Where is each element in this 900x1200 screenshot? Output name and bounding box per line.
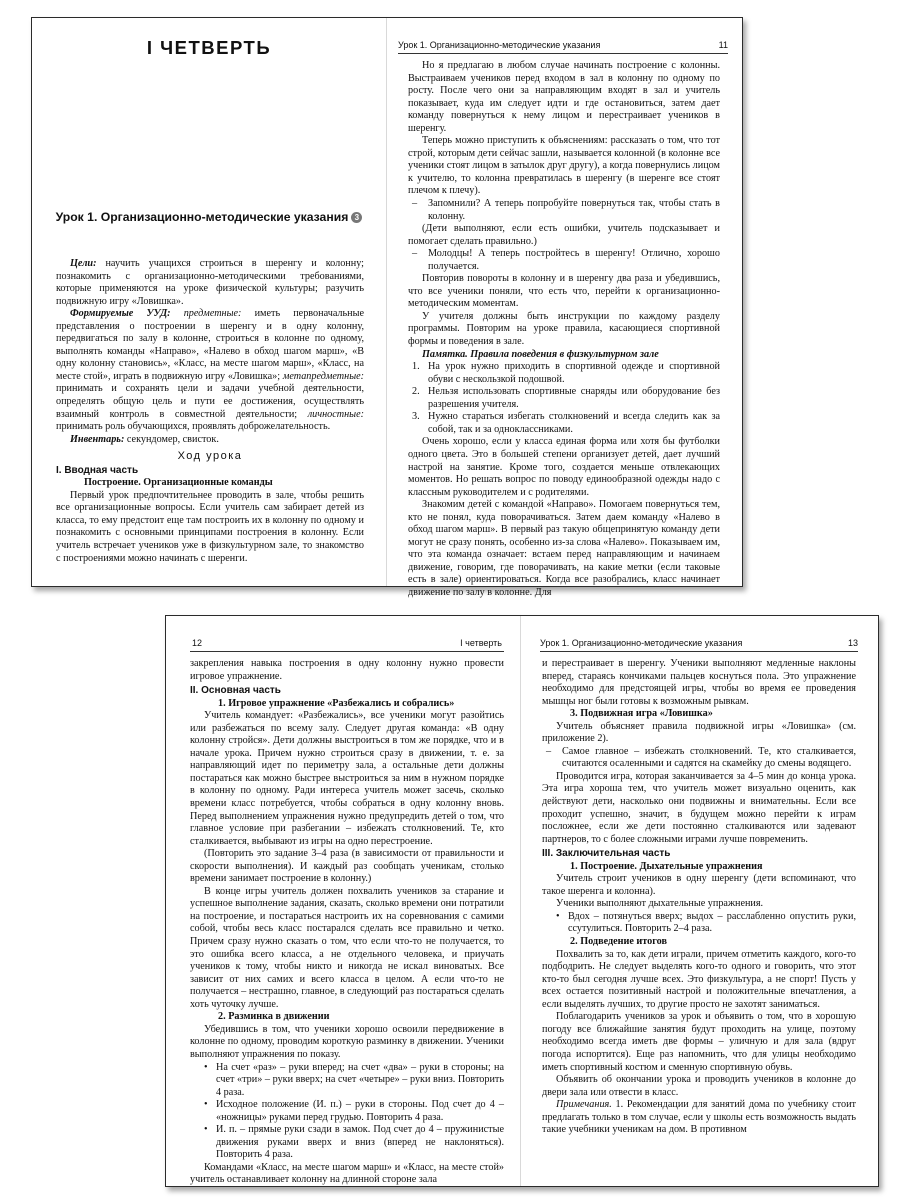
exercise-item: • Исходное положение (И. п.) – руки в стороны. Под счет до 4 – «ножницы» руками перед грудью. Повторить 4 раза. [204, 1099, 504, 1123]
subsection-heading: 1. Игровое упражнение «Разбежались и собрались» [218, 697, 455, 709]
subsection-heading: 3. Подвижная игра «Ловишка» [570, 708, 713, 720]
paragraph: Учитель командует: «Разбежались», все ученики могут разойтись или разбежаться по всему залу. Следует другая команда: «В одну колонну стройся». Дети должны выстроиться в том же порядке, что и в начале урока. Причем нужно строиться сразу в движении, т. е. за направляющий идет по периметру зала, а остальные дети должны постараться как можно быстрее выстроиться за ним в нужном порядке в колонну по одному. Ради интереса учитель может засечь, сколько времени класс потребуется, чтобы собраться в одну колонну вновь. Перед выполнением упражнения нужно предупредить детей о том, что главное условие при разбегании – избежать столкновений. Те, кто сталкивается, выбывают из игры на одно перестроение. [190, 710, 504, 847]
paragraph: (Дети выполняют, если есть ошибки, учитель подсказывает и помогает сделать правильно.) [408, 223, 720, 247]
paragraph: Но я предлагаю в любом случае начинать построение с колонны. Выстраиваем учеников перед входом в зал в колонну по одному по росту. После чего они за направляющим входят в зал и учитель показывает, куда им следует идти и где остановиться, затем дает команду повернуться к нему лицом и перестраивает учеников в шеренгу. [408, 60, 720, 134]
subsection-heading: 2. Разминка в движении [218, 1011, 330, 1023]
paragraph: Знакомим детей с командой «Направо». Помогаем повернуться тем, кто не понял, куда поворачиваться. Затем даем команду «Налево в обход шагом марш». В первый раз такую общепринятую команду дети могут не сразу понять, особенно из-за слова «Налево». Показываем им, что эта команда означает: встаем перед направляющим и начинаем движение, говорим, где поворачивать, на какие метки (если таковые есть в зале) ориентироваться. Когда все разобрались, класс начинает движение по залу в колонне. Для [408, 499, 720, 598]
lesson-intro-text [56, 258, 364, 565]
subsection-heading: 2. Подведение итогов [570, 936, 667, 948]
course-heading: Ход урока [177, 450, 243, 463]
paragraph: и перестраивает в шеренгу. Ученики выполняют медленные наклоны вперед, стараясь кончиками пальцев коснуться пола. Это упражнение необходимо для предстоящей игры, чтобы во время ее проведения мышцы ног были готовы к возможным рывкам. [542, 658, 856, 707]
running-head: Урок 1. Организационно-методические указания [540, 638, 743, 648]
paragraph: Очень хорошо, если у класса единая форма или хотя бы футболки одного цвета. Это в большей степени организует детей, дает лучший настрой на занятие. Кроме того, создается меньше отвлекающих моментов. Но решать вопрос по поводу единообразной одежды надо с классным руководителем и с родителями. [408, 436, 720, 498]
page-13-text [542, 658, 856, 1137]
page-13 [522, 616, 876, 1186]
rule-item: 3. Нужно стараться избегать столкновений и всегда следить как за собой, так и за одноклассниками. [412, 411, 720, 435]
paragraph: Теперь можно приступить к объяснениям: рассказать о том, что тот строй, которым дети сейчас зашли, называется колонной (в колонне все ученики стоят лицом в затылок друг другу), а когда повернулись лицом к учителю, то колонна превратилась в шеренгу (в шеренге все стоят плечом к плечу). [408, 135, 720, 197]
paragraph: Учитель объясняет правила подвижной игры «Ловишка» (см. приложение 2). [542, 720, 856, 745]
running-head: Урок 1. Организационно-методические указания [398, 40, 601, 50]
paragraph: Проводится игра, которая заканчивается за 4–5 мин до конца урока. Эта игра хороша тем, что учитель может визуально оценить, как действуют дети, насколько они подвижны и внимательны. Если все проходит успешно, значит, в будущем можно перейти к играм посложнее, если же дети постоянно сталкиваются или задевают партнеров, то с более сложными играми лучше повременить. [542, 770, 856, 845]
dialogue-line: – Запомнили? А теперь попробуйте повернуться так, чтобы стать в колонну. [412, 198, 720, 222]
book-spread-top [31, 17, 743, 598]
spread-fold [520, 616, 521, 1186]
inventory-paragraph: Инвентарь: секундомер, свисток. [70, 433, 219, 445]
paragraph: В конце игры учитель должен похвалить учеников за старание и успешное выполнение задания, сказать, сколько времени они потратили на построение, и постараться настроить их на соревнования с самими собой, чтобы весь класс постарался сделать все правильно и четко. Причем сразу нужно сказать о том, что если что-то не получается, то это ошибка всего класса, а не отдельного человека, и приучать учеников к тому, чтобы никто и никогда не искал виноватых. Все зависит от них самих и всего класса в целом. А если что-то не получается – нестрашно, главное, в следующий раз постараться сделать хоть чуточку лучше. [190, 885, 504, 1010]
paragraph: Учитель строит учеников в одну шеренгу (дети вспоминают, что такое шеренга и колонна). [542, 873, 856, 897]
page-12 [166, 616, 520, 1186]
book-spread-bottom [165, 615, 879, 1187]
notes-paragraph: Примечания. 1. Рекомендации для занятий дома по учебнику стоит предлагать только в том случае, если у школы есть возможность выдать такие учебники ученикам на дом. В противном [542, 1099, 856, 1136]
header-rule [190, 651, 504, 652]
exercise-item: • И. п. – прямые руки сзади в замок. Под счет до 4 – пружинистые движения руками вверх и вниз (вперед не наклоняться). Повторить 4 раза. [204, 1124, 504, 1161]
paragraph: Убедившись в том, что ученики хорошо освоили передвижение в колонне по одному, проводим короткую разминку в движении. Ученики выполняют упражнения по показу. [190, 1023, 504, 1060]
subsection-heading: Построение. Организационные команды [84, 477, 273, 489]
subsection-heading: 1. Построение. Дыхательные упражнения [570, 860, 763, 872]
paragraph: Поблагодарить учеников за урок и объявить о том, что в хорошую погоду все ближайшие занятия будут проходить на улице, поэтому необходимо всегда иметь две формы – уличную и для зала (вдруг погода испортится). Еще раз напомнить, что для улицы необходимо иметь спортивный костюм и сменную спортивную обувь. [542, 1011, 856, 1073]
lesson-title-text: Урок 1. Организационно-методические указания [55, 210, 349, 224]
exercise-item: • На счет «раз» – руки вперед; на счет «два» – руки в стороны; на счет «три» – руки вверх; на счет «четыре» – руки вниз. Повторить 4 раза. [204, 1061, 504, 1098]
memo-heading: Памятка. Правила поведения в физкультурном зале [422, 348, 659, 360]
page-12-text [190, 658, 504, 1187]
page-11 [388, 18, 742, 598]
page-11-text [408, 60, 720, 600]
page-10 [32, 18, 386, 586]
paragraph: У учителя должны быть инструкции по каждому разделу программы. Повторим на уроке правила, касающиеся спортивной формы и поведения в зале. [408, 310, 720, 348]
rule-item: 1. На урок нужно приходить в спортивной одежде и спортивной обуви с нескользкой подошвой. [412, 361, 720, 385]
header-rule [540, 651, 858, 652]
paragraph: закрепления навыка построения в одну колонну нужно провести игровое упражнение. [190, 658, 504, 682]
spread-fold [386, 18, 387, 586]
section-heading-intro: I. Вводная часть [56, 464, 139, 476]
body-paragraph: Первый урок предпочтительнее проводить в зале, чтобы решить все организационные вопросы. Если учитель сам забирает детей из класса, то ему предстоит еще там построить их в колонну по одному и познакомить с основными принципами построения в колонну. Если учитель встречает учеников уже в физкультурном зале, то знакомство с построениями можно начинать с шеренги. [56, 489, 364, 564]
dialogue-line: – Молодцы! А теперь постройтесь в шеренгу! Отлично, хорошо получается. [412, 248, 720, 272]
goals-paragraph: Цели: научить учащихся строиться в шеренгу и колонну; познакомить с организационно-методическими требованиями, которые применяются на уроке физической культуры; разучить подвижную игру «Ловишка». [56, 258, 364, 307]
quarter-title: I ЧЕТВЕРТЬ [146, 37, 272, 58]
paragraph: Командами «Класс, на месте шагом марш» и «Класс, на месте стой» учитель останавливает колонну на длинной стороне зала [190, 1161, 504, 1186]
rule-item: 2. Нельзя использовать спортивные снаряды или оборудование без разрешения учителя. [412, 386, 720, 410]
page-number: 12 [192, 638, 203, 648]
section-heading-main: II. Основная часть [190, 685, 281, 697]
paragraph: (Повторить это задание 3–4 раза (в зависимости от правильности и скорости выполнения). И каждый раз сообщать ученикам, столько времени занимает построение в колонну.) [190, 848, 504, 885]
paragraph: Похвалить за то, как дети играли, причем отметить каждого, кого-то подбодрить. Не следует выделять кого-то одного и говорить, что этот кто-то был сегодня лучше всех. Это физкультура, а не спорт! Пусть у всех остается позитивный настрой и положительные впечатления, а если выделять лучших, то другие просто не захотят заниматься. [542, 948, 856, 1010]
paragraph: Ученики выполняют дыхательные упражнения. [556, 898, 764, 910]
exercise-item: • Вдох – потянуться вверх; выдох – расслабленно опустить руки, ссутулиться. Повторить 2–4 раза. [556, 910, 856, 935]
uud-paragraph: Формируемые УУД: предметные: иметь первоначальные представления о построении в шеренгу и в одну колонну, передвигаться по залу в колонне, строиться в колонне по одному, выполнять команды «Направо», «Налево в обход шагом марш», «В одну колонну становись», «Класс, на месте шагом марш», «Класс, на месте стой», играть в подвижную игру «Ловишка»; метапредметные: принимать и сохранять цели и задачи учебной деятельности, определять общую цель и пути ее достижения, осуществлять взаимный контроль в совместной деятельности; личностные: принимать роль обучающихся, проявлять доброжелательность. [56, 308, 365, 433]
running-head: I четверть [460, 638, 502, 648]
section-heading-final: III. Заключительная часть [542, 848, 671, 860]
paragraph: Повторив повороты в колонну и в шеренгу два раза и убедившись, что все ученики поняли, что есть что, перейти к организационно-методическим моментам. [408, 273, 720, 310]
lesson-title [52, 210, 366, 225]
paragraph: Объявить об окончании урока и проводить учеников в колонне до двери зала или отвести в класс. [542, 1074, 856, 1098]
page-number: 11 [718, 40, 728, 50]
page-number: 13 [847, 638, 858, 648]
dialogue-line: – Самое главное – избежать столкновений. Те, кто сталкивается, считаются осаленными и садятся на скамейку до смены водящего. [546, 745, 856, 770]
header-rule [398, 53, 728, 54]
lesson-number-badge: 3 [351, 212, 362, 223]
